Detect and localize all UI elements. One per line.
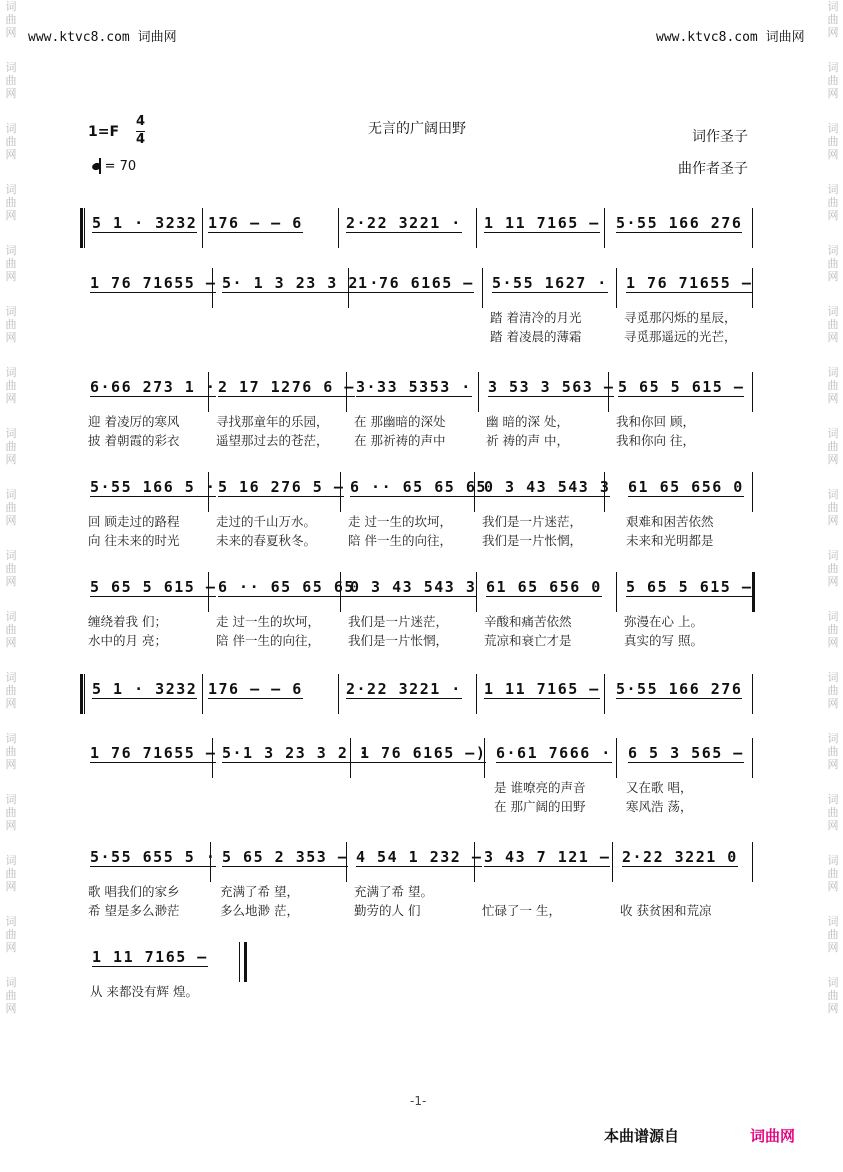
lyric-line: 我们是一片怅惘，: [348, 633, 449, 648]
measure: [628, 744, 744, 762]
measure: [626, 274, 752, 292]
lyric-line: 未来的春夏秋冬。: [216, 533, 317, 548]
measure: [346, 680, 462, 698]
watermark-char: 词: [827, 610, 839, 623]
measure-notes: 5 65 5 615 –: [618, 378, 745, 396]
watermark-char: 网: [5, 148, 17, 161]
measure-notes: 3 43 7 121 –: [484, 848, 611, 866]
measure: [356, 378, 472, 396]
watermark-char: 曲: [5, 318, 17, 331]
lyric-line: 回 顾走过的路程: [88, 514, 180, 529]
watermark-char: 曲: [827, 684, 839, 697]
watermark-char: 曲: [827, 440, 839, 453]
measure: [208, 680, 303, 698]
lyric-line: 收 获贫困和荒凉: [620, 903, 712, 918]
barline: [616, 572, 617, 612]
measure: [222, 848, 348, 866]
barline: [752, 372, 753, 412]
repeat-start-barline: [80, 674, 83, 714]
watermark-char: 曲: [5, 379, 17, 392]
watermark-char: 曲: [827, 989, 839, 1002]
lyric-line: 我们是一片迷茫，: [348, 614, 449, 629]
time-signature-bottom: 4: [136, 132, 146, 147]
watermark-char: 网: [827, 392, 839, 405]
measure-notes: 1 11 7165 –: [484, 680, 600, 698]
measure: [90, 578, 216, 596]
lyric-line: 走过的千山万水。: [216, 514, 317, 529]
measure-notes: 6·61 7666 ·: [496, 744, 612, 762]
watermark-char: 词: [827, 549, 839, 562]
measure: [484, 680, 600, 698]
lyric-line: 多么地渺 茫，: [220, 903, 299, 918]
tempo-value: = 70: [104, 159, 137, 174]
measure-notes: 5·55 655 5 ·: [90, 848, 217, 866]
watermark-char: 曲: [5, 196, 17, 209]
measure-notes: 1 76 71655 –: [90, 274, 217, 292]
measure-notes: 1 11 7165 –: [484, 214, 600, 232]
watermark-char: 词: [5, 427, 17, 440]
watermark-char: 词: [827, 793, 839, 806]
lyric-line: 荒凉和衰亡才是: [484, 633, 572, 648]
measure-notes: 5 1 · 3232: [92, 680, 198, 698]
measure-notes: 5·55 1627 ·: [492, 274, 608, 292]
watermark-char: 词: [827, 427, 839, 440]
watermark-char: 曲: [5, 74, 17, 87]
watermark-char: 网: [5, 636, 17, 649]
lyric-line: 走 过一生的坎坷，: [348, 514, 452, 529]
measure-notes: 5 65 2 353 –: [222, 848, 349, 866]
barline: [752, 472, 753, 512]
repeat-start-barline: [80, 208, 83, 248]
measure: [618, 378, 744, 396]
lyric-line: 希 望是多么渺茫: [88, 903, 180, 918]
watermark-char: 曲: [827, 74, 839, 87]
measure-notes: 2 17 1276 6 –: [218, 378, 355, 396]
lyric-line: 在 那祈祷的声中: [354, 433, 446, 448]
watermark-char: 网: [5, 1002, 17, 1015]
barline: [604, 674, 605, 714]
time-signature-top: 4: [136, 114, 146, 129]
measure: [218, 378, 355, 396]
score-row: [84, 372, 754, 448]
barline: [244, 942, 247, 982]
watermark-char: 词: [827, 366, 839, 379]
measure: [218, 578, 355, 596]
watermark-char: 网: [5, 209, 17, 222]
measure-notes: 5 65 5 615 –: [90, 578, 217, 596]
watermark-char: 词: [827, 671, 839, 684]
score-row: [84, 268, 754, 344]
watermark-left: [2, 0, 20, 1037]
song-title: 无言的广阔田野: [368, 121, 466, 137]
watermark-char: 网: [5, 514, 17, 527]
measure: [484, 214, 600, 232]
watermark-char: 词: [5, 122, 17, 135]
watermark-char: 网: [827, 26, 839, 39]
watermark-char: 曲: [827, 257, 839, 270]
measure: [360, 744, 486, 762]
watermark-char: 词: [5, 671, 17, 684]
lyric-line: 陪 伴一生的向往，: [348, 533, 452, 548]
score-row: [84, 572, 754, 648]
score-row: [84, 842, 754, 918]
lyric-line: 水中的月 亮；: [88, 633, 167, 648]
watermark-char: 网: [5, 26, 17, 39]
lyric-line: 踏 着凌晨的薄霜: [490, 329, 582, 344]
lyric-line: 充满了希 望。: [354, 884, 433, 899]
barline: [478, 372, 479, 412]
watermark-char: 词: [827, 854, 839, 867]
watermark-char: 网: [5, 87, 17, 100]
watermark-char: 词: [5, 549, 17, 562]
measure-notes: 1 76 6165 –): [360, 744, 487, 762]
watermark-char: 词: [5, 793, 17, 806]
watermark-char: 词: [5, 732, 17, 745]
watermark-char: 曲: [5, 745, 17, 758]
measure-notes: 6 5 3 565 –: [628, 744, 744, 762]
watermark-char: 曲: [827, 928, 839, 941]
watermark-char: 曲: [5, 623, 17, 636]
watermark-char: 曲: [827, 867, 839, 880]
site-url-right: www.ktvc8.com 词曲网: [656, 30, 805, 45]
lyric-line: 我们是一片怅惘，: [482, 533, 583, 548]
watermark-char: 词: [5, 305, 17, 318]
measure: [484, 478, 610, 496]
watermark-char: 曲: [827, 196, 839, 209]
measure: [616, 214, 742, 232]
measure: [628, 478, 744, 496]
watermark-char: 曲: [5, 501, 17, 514]
measure-notes: 176 – – 6: [208, 680, 303, 698]
lyric-line: 从 来都没有辉 煌。: [90, 984, 198, 999]
watermark-char: 曲: [5, 806, 17, 819]
watermark-char: 词: [827, 0, 839, 13]
source-brand: 词曲网: [750, 1127, 796, 1145]
barline: [476, 208, 477, 248]
measure-notes: 2·22 3221 ·: [346, 214, 462, 232]
watermark-char: 网: [827, 880, 839, 893]
final-barline: [239, 942, 240, 982]
barline: [482, 268, 483, 308]
measure-notes: 61 65 656 0: [486, 578, 602, 596]
barline: [476, 674, 477, 714]
tempo-marking: [92, 158, 136, 174]
measure: [492, 274, 608, 292]
measure: [92, 680, 197, 698]
measure-notes: 5 16 276 5 –: [218, 478, 345, 496]
watermark-char: 词: [5, 610, 17, 623]
barline: [616, 268, 617, 308]
measure: [90, 744, 216, 762]
watermark-char: 词: [5, 183, 17, 196]
lyric-line: 又在歌 唱，: [626, 780, 693, 795]
watermark-char: 曲: [827, 135, 839, 148]
watermark-char: 曲: [5, 867, 17, 880]
measure: [222, 274, 380, 292]
lyric-line: 寻觅那闪烁的星辰，: [624, 310, 737, 325]
lyric-line: 勤劳的人 们: [354, 903, 421, 918]
barline: [338, 208, 339, 248]
lyric-line: 缠绕着我 们；: [88, 614, 167, 629]
measure: [358, 274, 474, 292]
watermark-char: 曲: [827, 318, 839, 331]
measure-notes: 3·33 5353 ·: [356, 378, 472, 396]
measure-notes: 5·55 166 276: [616, 214, 743, 232]
watermark-char: 曲: [5, 135, 17, 148]
barline: [612, 842, 613, 882]
watermark-char: 网: [827, 87, 839, 100]
measure-notes: 1 76 6165 –: [358, 274, 474, 292]
measure: [356, 848, 482, 866]
watermark-char: 网: [827, 270, 839, 283]
measure-notes: 61 65 656 0: [628, 478, 744, 496]
lyric-line: 歌 唱我们的家乡: [88, 884, 180, 899]
measure-notes: 0 3 43 543 3: [350, 578, 477, 596]
measure: [350, 578, 476, 596]
watermark-char: 曲: [5, 928, 17, 941]
lyric-line: 我和你向 往，: [616, 433, 695, 448]
score-row: [84, 472, 754, 548]
measure-notes: 0 3 43 543 3: [484, 478, 611, 496]
watermark-char: 词: [827, 976, 839, 989]
watermark-char: 曲: [827, 623, 839, 636]
barline: [616, 738, 617, 778]
measure: [218, 478, 344, 496]
measure: [222, 744, 369, 762]
lyric-line: 寒风浩 荡，: [626, 799, 693, 814]
watermark-char: 网: [827, 758, 839, 771]
measure-notes: 4 54 1 232 –: [356, 848, 483, 866]
watermark-char: 网: [5, 880, 17, 893]
lyric-line: 真实的写 照。: [624, 633, 703, 648]
measure: [616, 680, 742, 698]
watermark-char: 网: [5, 758, 17, 771]
watermark-char: 词: [5, 854, 17, 867]
composer-credit: 曲作者圣子: [678, 161, 748, 177]
watermark-char: 网: [5, 270, 17, 283]
watermark-char: 网: [5, 697, 17, 710]
lyric-line: 忙碌了一 生，: [482, 903, 561, 918]
lyric-line: 遥望那过去的苍茫，: [216, 433, 329, 448]
lyric-line: 披 着朝霞的彩衣: [88, 433, 180, 448]
watermark-char: 网: [827, 819, 839, 832]
watermark-char: 曲: [827, 501, 839, 514]
watermark-char: 网: [5, 331, 17, 344]
measure: [90, 378, 216, 396]
barline: [752, 674, 753, 714]
score-row: [84, 942, 754, 999]
lyric-line: 走 过一生的坎坷，: [216, 614, 320, 629]
watermark-char: 网: [827, 209, 839, 222]
site-url-left: www.ktvc8.com 词曲网: [28, 30, 177, 45]
lyricist-credit: 词作圣子: [692, 129, 748, 145]
barline: [752, 738, 753, 778]
watermark-char: 词: [827, 244, 839, 257]
barline: [752, 572, 755, 612]
watermark-char: 网: [5, 392, 17, 405]
watermark-char: 网: [827, 636, 839, 649]
measure: [92, 214, 197, 232]
lyric-line: 在 那幽暗的深处: [354, 414, 446, 429]
watermark-char: 曲: [5, 13, 17, 26]
measure-notes: 6·66 273 1 ·: [90, 378, 217, 396]
measure-notes: 6 ·· 65 65 65: [350, 478, 487, 496]
lyric-line: 我和你回 顾，: [616, 414, 695, 429]
watermark-char: 词: [5, 0, 17, 13]
lyric-line: 踏 着清冷的月光: [490, 310, 582, 325]
measure-notes: 5 1 · 3232: [92, 214, 198, 232]
watermark-char: 词: [5, 366, 17, 379]
measure: [350, 478, 487, 496]
measure: [622, 848, 738, 866]
barline: [338, 674, 339, 714]
watermark-char: 词: [827, 915, 839, 928]
lyric-line: 充满了希 望，: [220, 884, 299, 899]
barline: [752, 208, 753, 248]
watermark-char: 曲: [827, 13, 839, 26]
watermark-char: 词: [5, 976, 17, 989]
score-row: [84, 738, 754, 814]
watermark-char: 曲: [5, 562, 17, 575]
watermark-char: 词: [5, 915, 17, 928]
watermark-char: 词: [5, 244, 17, 257]
watermark-char: 词: [827, 61, 839, 74]
lyric-line: 是 谁嘹亮的声音: [494, 780, 586, 795]
watermark-char: 曲: [5, 440, 17, 453]
barline: [604, 208, 605, 248]
measure: [92, 948, 208, 966]
lyric-line: 幽 暗的深 处，: [486, 414, 569, 429]
measure-notes: 5·55 166 5 ·: [90, 478, 217, 496]
measure: [496, 744, 612, 762]
measure-notes: 2·22 3221 ·: [346, 680, 462, 698]
page-number: -1-: [410, 1094, 427, 1108]
measure: [484, 848, 610, 866]
watermark-char: 网: [827, 697, 839, 710]
watermark-char: 网: [5, 575, 17, 588]
measure-notes: 2·22 3221 0: [622, 848, 738, 866]
watermark-char: 词: [5, 488, 17, 501]
watermark-char: 曲: [827, 806, 839, 819]
measure-notes: 176 – – 6: [208, 214, 303, 232]
measure: [626, 578, 752, 596]
watermark-char: 曲: [827, 562, 839, 575]
watermark-char: 曲: [5, 684, 17, 697]
lyric-line: 向 往未来的时光: [88, 533, 180, 548]
barline: [84, 208, 85, 248]
barline: [84, 674, 85, 714]
measure: [208, 214, 303, 232]
measure: [90, 274, 216, 292]
watermark-char: 词: [827, 305, 839, 318]
lyric-line: 我们是一片迷茫，: [482, 514, 583, 529]
measure-notes: 3 53 3 563 –: [488, 378, 615, 396]
measure-notes: 1 76 71655 –: [626, 274, 753, 292]
lyric-line: 艰难和困苦依然: [626, 514, 714, 529]
score-row: [84, 208, 754, 248]
measure-notes: 1 76 71655 –: [90, 744, 217, 762]
measure-notes: 5 65 5 615 –: [626, 578, 753, 596]
watermark-char: 网: [827, 575, 839, 588]
lyric-line: 寻觅那遥远的光芒，: [624, 329, 737, 344]
lyric-line: 祈 祷的声 中，: [486, 433, 569, 448]
watermark-char: 词: [827, 488, 839, 501]
watermark-right: [824, 0, 842, 1037]
lyric-line: 弥漫在心 上。: [624, 614, 703, 629]
watermark-char: 网: [827, 1002, 839, 1015]
measure-notes: 6 ·· 65 65 65: [218, 578, 355, 596]
watermark-char: 网: [827, 514, 839, 527]
measure: [486, 578, 602, 596]
watermark-char: 词: [5, 61, 17, 74]
measure-notes: 5·1 3 23 3 2 ·: [222, 744, 370, 762]
lyric-line: 辛酸和痛苦依然: [484, 614, 572, 629]
measure-notes: 1 11 7165 –: [92, 948, 208, 966]
lyric-line: 陪 伴一生的向往，: [216, 633, 320, 648]
lyric-line: 寻找那童年的乐园，: [216, 414, 329, 429]
watermark-char: 网: [827, 453, 839, 466]
quarter-note-icon: [91, 162, 102, 172]
score-row: [84, 674, 754, 714]
measure-notes: 5· 1 3 23 3 2 ·: [222, 274, 380, 292]
key-signature: 1=F: [88, 124, 120, 140]
watermark-char: 词: [827, 732, 839, 745]
source-label: 本曲谱源自: [604, 1127, 680, 1145]
watermark-char: 曲: [827, 379, 839, 392]
measure: [90, 848, 216, 866]
watermark-char: 网: [827, 148, 839, 161]
measure: [488, 378, 614, 396]
measure-notes: 5·55 166 276: [616, 680, 743, 698]
watermark-char: 曲: [5, 257, 17, 270]
watermark-char: 曲: [5, 989, 17, 1002]
barline: [752, 842, 753, 882]
barline: [202, 208, 203, 248]
lyric-line: 未来和光明都是: [626, 533, 714, 548]
watermark-char: 词: [827, 122, 839, 135]
watermark-char: 曲: [827, 745, 839, 758]
barline: [202, 674, 203, 714]
lyric-line: 迎 着凌厉的寒风: [88, 414, 180, 429]
watermark-char: 网: [5, 819, 17, 832]
measure: [346, 214, 462, 232]
measure: [90, 478, 216, 496]
lyric-line: 在 那广阔的田野: [494, 799, 586, 814]
watermark-char: 网: [5, 453, 17, 466]
watermark-char: 网: [827, 331, 839, 344]
watermark-char: 网: [827, 941, 839, 954]
watermark-char: 网: [5, 941, 17, 954]
watermark-char: 词: [827, 183, 839, 196]
